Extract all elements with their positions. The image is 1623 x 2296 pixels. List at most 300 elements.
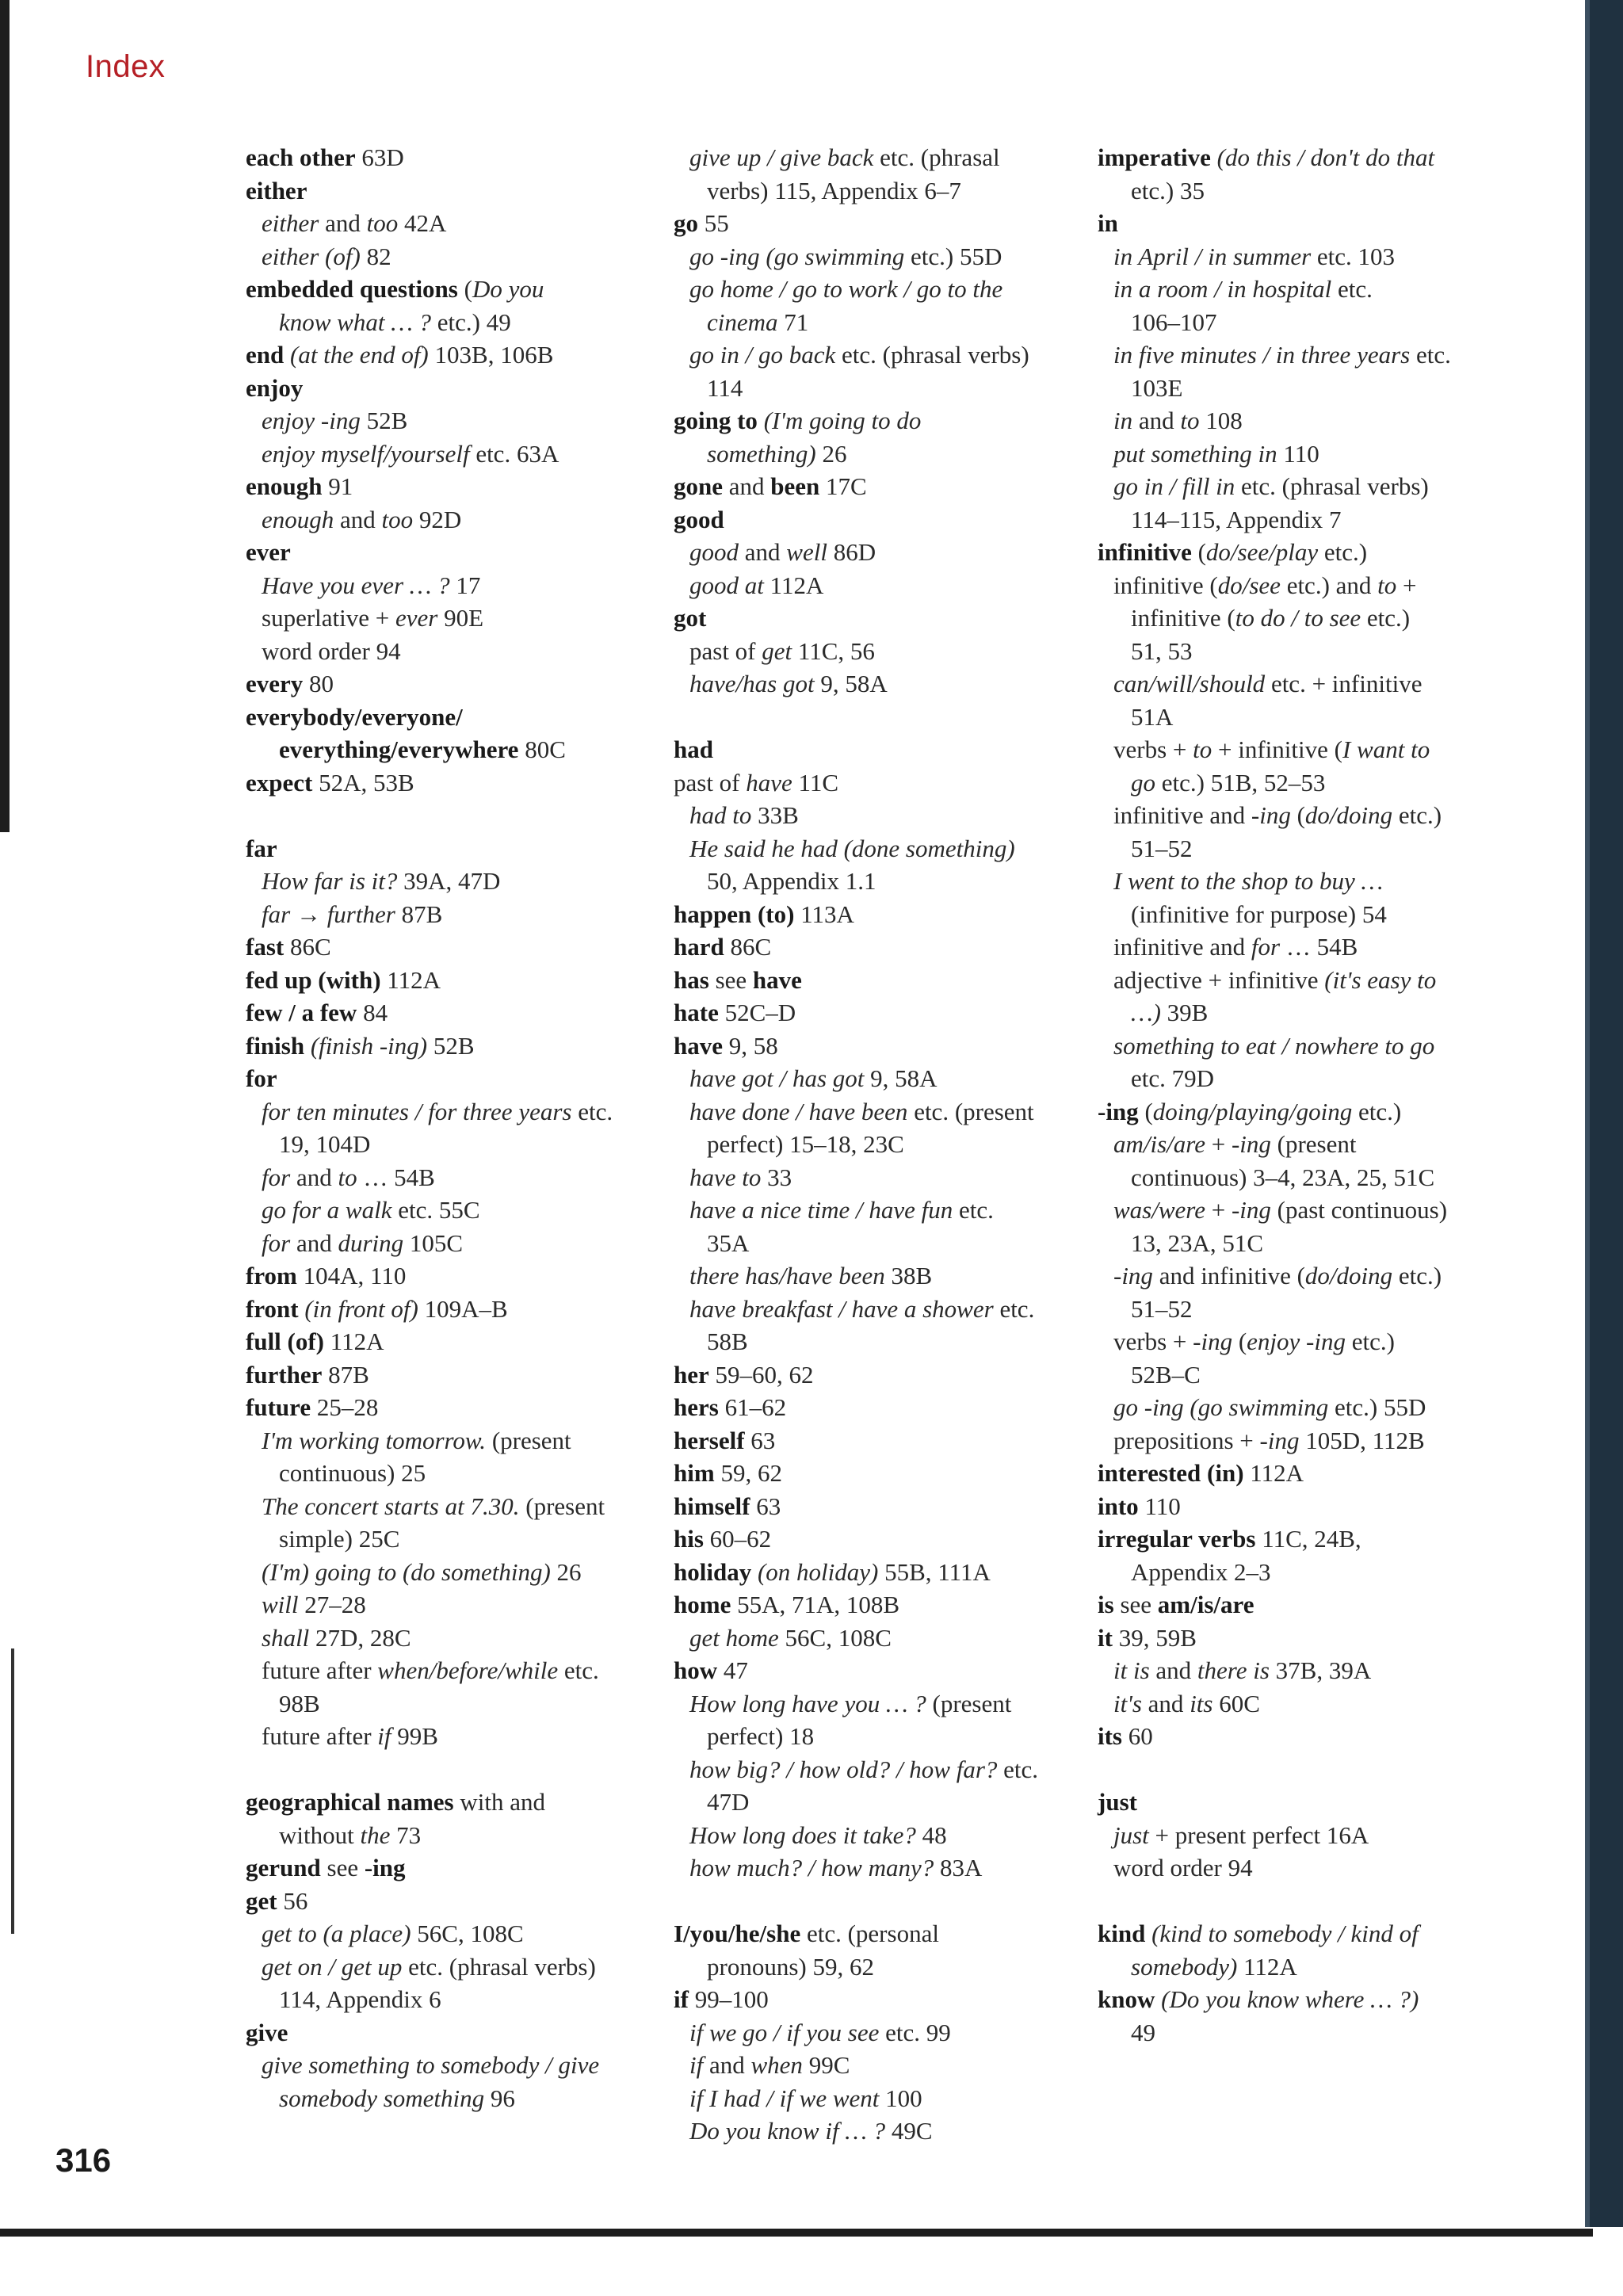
index-example: something) [707,439,816,468]
index-example: (it's easy to [1324,965,1437,994]
index-subentry: 51–52 [1131,834,1193,862]
index-entry [246,536,642,569]
index-headword: geographical names [246,1788,454,1816]
index-headword: get [246,1886,277,1915]
index-example: go in / go back [689,341,836,369]
index-headword: infinitive [1098,538,1192,566]
index-example: have got / has got [689,1064,865,1092]
index-subentry: prepositions + -ing 105D, 112B [1113,1426,1425,1454]
index-headword: have [752,965,802,994]
index-example: go -ing (go swimming [1113,1393,1329,1421]
index-example: somebody) [1131,1952,1238,1981]
index-subentry: 103E [1131,373,1183,402]
index-entry: I/you/he/she etc. (personal [674,1920,939,1947]
index-entry: hard 86C [674,933,772,961]
index-example: -ing [1259,1426,1300,1454]
index-column-3 [1098,141,1506,2049]
index-subentry: 114–115, Appendix 7 [1131,505,1342,533]
index-headword: its [1098,1722,1122,1750]
index-subentry: 51–52 [1131,1294,1193,1323]
index-example: (finish -ing) [310,1031,428,1060]
index-entry: gerund see -ing [246,1854,406,1881]
index-subentry: future after when/before/while etc. [262,1656,599,1684]
index-example: I went to the shop to buy … [1113,867,1384,895]
index-subentry: simple) 25C [279,1525,400,1553]
index-headword: happen (to) [674,900,795,928]
index-subentry: have done / have been etc. (present [689,1097,1034,1125]
index-example: go home / go to work / go to the [689,275,1003,303]
index-example: put something in [1113,439,1277,468]
index-subentry: had to 33B [689,801,799,829]
index-subentry [1098,865,1506,898]
index-example: there has/have been [689,1262,885,1289]
index-subentry: put something in 110 [1113,439,1319,468]
page-title: Index [86,49,166,84]
index-headword: his [674,1525,704,1553]
index-entry [246,372,642,405]
index-entry: every 80 [246,670,334,697]
index-entry [674,503,1070,537]
index-example: for ten minutes / for three years [262,1097,572,1125]
page-binding-mark-left [11,1648,14,1934]
index-headword: future [246,1393,311,1421]
index-entry: hate 52C–D [674,999,796,1026]
index-subentry: shall 27D, 28C [262,1623,411,1652]
index-headword: enough [246,472,323,500]
index-example: give up / give back [689,143,874,171]
index-example: How long have you … ? [689,1689,926,1717]
index-subentry: future after if 99B [262,1722,438,1750]
index-example: during [338,1228,404,1257]
index-subentry: 35A [707,1228,750,1257]
index-spacer [1098,1885,1506,1918]
index-example: the [360,1820,391,1849]
index-example: am/is/are [1113,1130,1205,1158]
index-subentry: word order 94 [1113,1854,1253,1881]
index-example: in April / in summer [1113,242,1312,270]
index-example: go [1131,768,1155,797]
index-example: I want to [1342,735,1430,763]
index-spacer [674,1885,1070,1918]
index-subentry: 98B [279,1689,320,1717]
index-headword: just [1098,1788,1137,1816]
index-headword: fed up (with) [246,965,381,994]
index-headword: front [246,1294,299,1323]
index-example: it's [1113,1689,1142,1717]
index-example: do/doing [1304,801,1393,829]
page-binding-shadow-left [0,0,10,832]
index-spacer [1098,1753,1506,1786]
index-subentry: for ten minutes / for three years etc. [262,1097,613,1125]
index-headword: had [674,735,713,763]
page-edge-shadow-right [1590,0,1623,2296]
index-subentry: without the 73 [279,1820,422,1849]
index-example: for [1251,933,1281,961]
index-headword: hate [674,999,719,1026]
index-example: -ing [1231,1196,1271,1224]
index-example: either [262,209,319,237]
index-headword: is [1098,1591,1114,1618]
index-example: have [746,768,792,797]
index-headword: gerund [246,1854,321,1881]
index-example: cinema [707,308,778,336]
index-example: He said he had (done something) [689,834,1015,862]
index-headword: go [674,209,698,237]
index-headword: every [246,670,304,697]
index-example: How far is it? [262,867,398,895]
index-subentry: past of get 11C, 56 [689,636,875,665]
index-example: just [1113,1820,1149,1849]
index-subentry: either (of) 82 [262,242,391,270]
index-subentry: everything/everywhere 80C [279,735,566,763]
index-subentry: am/is/are + -ing (present [1113,1130,1357,1158]
index-headword: everybody/everyone/ [246,702,463,731]
index-headword: I/you/he/she [674,1920,801,1947]
index-headword: ever [246,538,291,566]
index-headword: further [246,1360,323,1389]
index-example: its [1190,1689,1213,1717]
index-entry [246,701,642,734]
index-example: in [1113,407,1133,434]
index-subentry: cinema 71 [707,308,809,336]
index-entry: from 104A, 110 [246,1262,407,1289]
index-subentry: have to 33 [689,1163,792,1191]
index-subentry: it's and its 60C [1113,1689,1260,1717]
index-headword: enjoy [246,373,304,402]
index-example: (I'm going to do [763,407,922,434]
index-subentry: go in / go back etc. (phrasal verbs) [689,341,1029,369]
index-headword: far [246,834,277,862]
index-subentry: etc. 79D [1131,1064,1215,1092]
index-example: when [750,2051,803,2079]
index-subentry: verbs + to + infinitive (I want to [1113,735,1430,763]
index-headword: in [1098,209,1118,237]
index-example: was/were [1113,1196,1205,1224]
index-entry [674,602,1070,635]
page-bottom-margin [0,2227,1623,2296]
index-headword: into [1098,1492,1139,1520]
index-headword: -ing [364,1854,406,1881]
index-subentry: verbs + -ing (enjoy -ing etc.) [1113,1328,1395,1355]
index-subentry: 114 [707,373,743,402]
index-entry: infinitive (do/see/play etc.) [1098,538,1368,566]
index-subentry: continuous) 25 [279,1459,426,1487]
index-headword: holiday [674,1557,752,1586]
index-headword: embedded questions [246,275,458,303]
index-example: further [327,900,395,928]
index-entry: happen (to) 113A [674,900,854,928]
index-example: to [1377,571,1397,599]
index-subentry: (infinitive for purpose) 54 [1131,900,1387,928]
index-subentry: in a room / in hospital etc. [1113,275,1373,303]
index-spacer [246,1753,642,1786]
index-subentry: perfect) 18 [707,1722,815,1750]
index-subentry: 114, Appendix 6 [279,1985,441,2013]
index-subentry: somebody something 96 [279,2084,515,2112]
index-subentry: 49 [1131,2018,1155,2046]
index-entry [674,404,1070,437]
index-entry: how 47 [674,1656,748,1684]
index-column-1 [246,141,642,2115]
index-headword: expect [246,768,313,797]
index-subentry: either and too 42A [262,209,447,237]
index-example: too [381,505,414,533]
index-entry [1098,207,1506,240]
index-subentry: far → further 87B [262,900,443,928]
index-headword: full (of) [246,1328,325,1355]
index-subentry: (I'm) going to (do something) 26 [262,1557,582,1586]
index-example: too [366,209,399,237]
index-example: go in / fill in [1113,472,1235,500]
index-headword: either [246,176,307,204]
index-example: in a room / in hospital [1113,275,1332,303]
index-example: Have you ever … ? [262,571,450,599]
index-entry: holiday (on holiday) 55B, 111A [674,1557,991,1586]
index-example: have/has got [689,670,815,697]
index-headword: it [1098,1623,1113,1652]
index-entry: finish (finish -ing) 52B [246,1031,475,1060]
index-example: do/doing [1304,1262,1393,1289]
index-subentry: etc.) 35 [1131,176,1205,204]
index-subentry: 51, 53 [1131,636,1193,665]
index-example: -ing [1113,1262,1153,1289]
index-headword: finish [246,1031,305,1060]
index-example: get [762,636,792,665]
index-subentry: 58B [707,1328,748,1355]
index-subentry: Have you ever … ? 17 [262,571,481,599]
index-subentry: will 27–28 [262,1591,366,1618]
index-subentry: get home 56C, 108C [689,1623,892,1652]
index-entry [674,733,1070,766]
index-headword: kind [1098,1920,1146,1947]
index-subentry [674,832,1070,865]
index-example: how big? / how old? / how far? [689,1755,998,1783]
index-subentry: have breakfast / have a shower etc. [689,1294,1035,1323]
index-example: to [338,1163,357,1191]
index-example: enjoy -ing [1247,1328,1346,1355]
index-headword: if [674,1985,689,2013]
index-spacer [246,799,642,832]
index-subentry: infinitive and for … 54B [1113,933,1358,961]
index-entry: his 60–62 [674,1525,772,1553]
index-example: go for a walk [262,1196,392,1224]
index-example: know what … ? [279,308,432,336]
index-example: have to [689,1163,762,1191]
page-bottom-edge [0,2229,1593,2237]
index-subentry: get to (a place) 56C, 108C [262,1920,524,1947]
index-entry: if 99–100 [674,1985,769,2013]
index-headword: how [674,1656,718,1684]
index-example: well [786,538,827,566]
index-entry: have 9, 58 [674,1031,778,1060]
index-subentry: it is and there is 37B, 39A [1113,1656,1372,1684]
index-headword: have [674,1031,723,1060]
index-subentry: verbs) 115, Appendix 6–7 [707,176,961,204]
index-entry [1098,1983,1506,2016]
index-entry: full (of) 112A [246,1328,384,1355]
index-example: get home [689,1623,779,1652]
index-example: (Do you know where … ?) [1161,1985,1419,2013]
index-headword: good [674,505,724,533]
index-subentry: was/were + -ing (past continuous) [1113,1196,1448,1224]
index-headword: gone [674,472,723,500]
index-example: get on / get up [262,1952,403,1981]
index-entry: further 87B [246,1360,369,1389]
index-entry: interested (in) 112A [1098,1459,1304,1487]
index-headword: fast [246,933,285,961]
index-subentry: in April / in summer etc. 103 [1113,242,1396,270]
page-number: 316 [55,2141,112,2179]
index-subentry: how big? / how old? / how far? etc. [689,1755,1039,1783]
index-headword: am/is/are [1157,1591,1254,1618]
index-headword: imperative [1098,143,1211,171]
index-subentry [246,2049,642,2082]
index-example: -ing [1231,1130,1271,1158]
index-example: have done / have been [689,1097,908,1125]
index-subentry: in five minutes / in three years etc. [1113,341,1451,369]
index-example: if [689,2051,704,2079]
index-example: enjoy myself/yourself [262,439,470,468]
index-example: ever [395,604,438,632]
index-entry: is see am/is/are [1098,1591,1254,1618]
index-subentry: go in / fill in etc. (phrasal verbs) [1113,472,1429,500]
index-entry: gone and been 17C [674,472,867,500]
index-headword: hers [674,1393,719,1421]
index-headword: irregular verbs [1098,1525,1256,1553]
index-entry [1098,1786,1506,1819]
index-subentry: how much? / how many? 83A [689,1854,983,1881]
index-subentry: I'm working tomorrow. (present [262,1426,571,1454]
index-entry [246,1062,642,1095]
index-entry: future 25–28 [246,1393,379,1421]
index-entry: embedded questions (Do you [246,275,544,303]
index-subentry: know what … ? etc.) 49 [279,308,511,336]
index-subentry: -ing and infinitive (do/doing etc.) [1113,1262,1442,1289]
index-example: give something to somebody / give [262,2051,600,2079]
index-example: Do you [472,275,544,303]
index-example: for [262,1163,291,1191]
index-headword: know [1098,1985,1155,2013]
index-example: to do / to see [1235,604,1361,632]
index-entry: her 59–60, 62 [674,1360,814,1389]
index-example: do/see/play [1205,538,1319,566]
index-example: how much? / how many? [689,1854,934,1881]
index-subentry: if and when 99C [689,2051,850,2079]
index-column-2 [674,141,1070,2148]
index-subentry: go -ing (go swimming etc.) 55D [1113,1393,1426,1421]
index-subentry: past of have 11C [674,768,839,797]
index-subentry: get on / get up etc. (phrasal verbs) [262,1952,596,1981]
index-entry: into 110 [1098,1492,1181,1520]
index-subentry: 50, Appendix 1.1 [707,867,876,895]
index-headword: interested (in) [1098,1459,1244,1487]
index-entry: enough 91 [246,472,353,500]
index-subentry: 19, 104D [279,1130,371,1158]
index-example: if [377,1722,391,1750]
index-entry: front (in front of) 109A–B [246,1294,508,1323]
index-entry: himself 63 [674,1492,781,1520]
index-entry [246,832,642,865]
index-headword: herself [674,1426,745,1454]
index-entry: fast 86C [246,933,331,961]
index-example: …) [1131,999,1161,1026]
index-headword: hard [674,933,724,961]
index-subentry: for and during 105C [262,1228,464,1257]
index-entry: herself 63 [674,1426,776,1454]
index-subentry: continuous) 3–4, 23A, 25, 51C [1131,1163,1435,1191]
index-example: enough [262,505,334,533]
index-example: far [262,900,291,928]
index-headword: end [246,341,285,369]
index-example: good [689,538,739,566]
index-subentry: if we go / if you see etc. 99 [689,2018,951,2046]
index-example: go -ing (go swimming [689,242,905,270]
index-subentry [674,273,1070,306]
index-subentry: go etc.) 51B, 52–53 [1131,768,1326,797]
index-example: if we go / if you see [689,2018,880,2046]
index-example: (on holiday) [757,1557,879,1586]
index-example: (at the end of) [290,341,429,369]
index-subentry: pronouns) 59, 62 [707,1952,874,1981]
index-entry: home 55A, 71A, 108B [674,1591,900,1618]
index-example: somebody something [279,2084,485,2112]
index-entry: end (at the end of) 103B, 106B [246,341,554,369]
index-subentry: 52B–C [1131,1360,1201,1389]
index-subentry: give up / give back etc. (phrasal [689,143,1000,171]
index-subentry: Do you know if … ? 49C [689,2117,933,2145]
index-entry: go 55 [674,209,729,237]
index-subentry: adjective + infinitive (it's easy to [1113,965,1437,994]
index-subentry: How long does it take? 48 [689,1820,947,1849]
index-entry: has see have [674,965,802,994]
index-entry: each other 63D [246,143,404,171]
index-subentry: have got / has got 9, 58A [689,1064,938,1092]
index-subentry: something) 26 [707,439,847,468]
index-entry: irregular verbs 11C, 24B, [1098,1525,1361,1553]
index-headword: -ing [1098,1097,1139,1125]
index-entry [1098,141,1506,174]
index-subentry: …) 39B [1131,999,1209,1026]
index-entry: get 56 [246,1886,308,1915]
index-example: (kind to somebody / kind of [1151,1920,1419,1947]
index-subentry: somebody) 112A [1131,1952,1297,1981]
index-example: if I had / if we went [689,2084,880,2112]
index-example: to [1180,407,1200,434]
index-headword: been [770,472,820,500]
index-headword: himself [674,1492,750,1520]
index-subentry: go for a walk etc. 55C [262,1196,480,1224]
index-example: had to [689,801,752,829]
index-subentry: 47D [707,1788,750,1816]
index-example: for [262,1228,291,1257]
index-subentry: have/has got 9, 58A [689,670,888,697]
index-example: have breakfast / have a shower [689,1294,994,1323]
index-headword: each other [246,143,356,171]
index-example: it is [1113,1656,1150,1684]
index-headword: few / a few [246,999,357,1026]
index-entry [246,2016,642,2050]
index-subentry: go -ing (go swimming etc.) 55D [689,242,1002,270]
index-entry: him 59, 62 [674,1459,782,1487]
index-example: The concert starts at 7.30. [262,1492,520,1520]
index-example: enjoy -ing [262,407,361,434]
index-example: get to (a place) [262,1920,411,1947]
index-headword: going to [674,407,758,434]
index-subentry: enjoy -ing 52B [262,407,408,434]
index-subentry: 51A [1131,702,1174,731]
index-subentry: in and to 108 [1113,407,1243,434]
index-example: do/see [1217,571,1281,599]
